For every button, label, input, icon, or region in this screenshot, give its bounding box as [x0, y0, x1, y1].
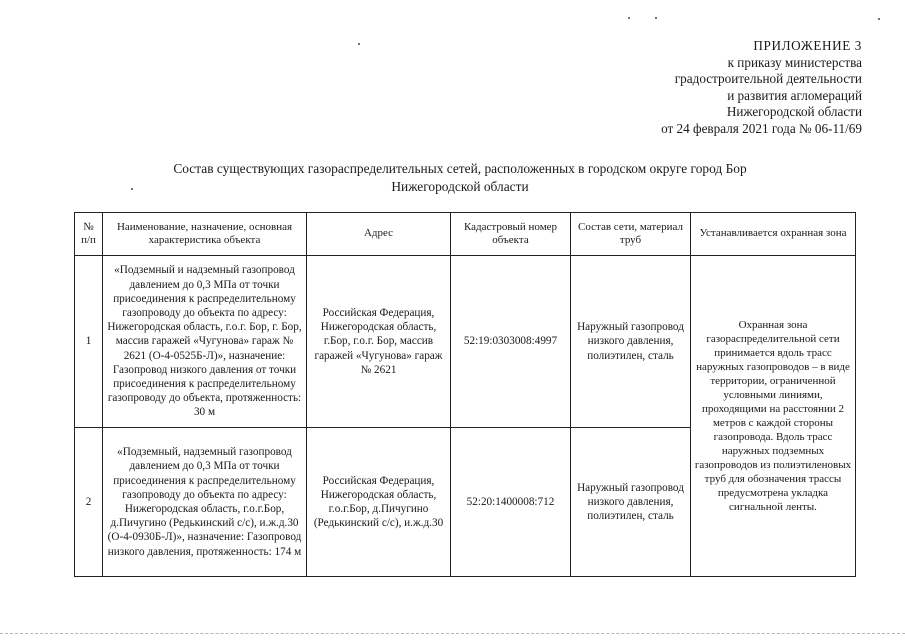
- cell-cadastral: 52:20:1400008:712: [451, 428, 571, 577]
- appendix-line: и развития агломераций: [727, 87, 862, 103]
- document-title-line: Состав существующих газораспределительных сетей, расположенных в городском округе город Бор: [173, 161, 747, 176]
- appendix-line: градостроительной деятельности: [674, 71, 862, 86]
- appendix-line: от 24 февраля 2021 года № 06-11/69: [661, 120, 862, 136]
- scan-speck: [655, 17, 657, 19]
- cell-name: «Подземный, надземный газопровод давлением до 0,3 МПа от точки присоединения к распределительному газопроводу до объекта по адресу: Нижегородская область, г.о.г.Бор, д.Пичугино (Редькинский с/с), и.ж.д.30 (О-4-0930Б-Л)», назначение: Газопровод низкого давления, протяженность: 174 м: [103, 428, 307, 577]
- header-address: Адрес: [307, 213, 451, 256]
- gas-network-table: [74, 212, 856, 577]
- cell-name: «Подземный и надземный газопровод давлением до 0,3 МПа от точки присоединения к распределительному газопроводу до объекта по адресу: Нижегородская область, г.о.г. Бор, г. Бор, массив гаражей «Чугунова» гараж № 2621 (О-4-0525Б-Л)», назначение: Газопровод низкого давления от точки присоединения к распределительному газопроводу до объекта, протяженность: 30 м: [103, 256, 307, 428]
- cell-cadastral: 52:19:0303008:4997: [451, 256, 571, 428]
- appendix-line: Нижегородской области: [726, 104, 862, 119]
- appendix-title: ПРИЛОЖЕНИЕ 3: [753, 38, 862, 53]
- document-title-line: Нижегородской области: [391, 179, 529, 194]
- header-cadastral: Кадастровый номер объекта: [451, 213, 571, 256]
- cell-network: Наружный газопровод низкого давления, полиэтилен, сталь: [571, 256, 691, 428]
- header-network: Состав сети, материал труб: [571, 213, 691, 256]
- cell-address: Российская Федерация, Нижегородская область, г.Бор, г.о.г. Бор, массив гаражей «Чугунова» гараж № 2621: [307, 256, 451, 428]
- appendix-line: к приказу министерства: [727, 54, 862, 70]
- cell-zone: Охранная зона газораспределительной сети принимается вдоль трасс наружных газопроводов – в виде территории, ограниченной условными линиями, проходящими на расстоянии 2 метров с каждой стороны газопровода. Вдоль трасс наружных подземных газопроводов из полиэтиленовых труб для обозначения трассы предусмотрена укладка сигнальной ленты.: [691, 256, 856, 577]
- appendix-block: [661, 38, 862, 137]
- footer-rule: [0, 633, 905, 635]
- header-name: Наименование, назначение, основная характеристика объекта: [103, 213, 307, 256]
- header-zone: Устанавливается охранная зона: [691, 213, 856, 256]
- cell-number: 1: [75, 256, 103, 428]
- scan-speck: [878, 18, 880, 20]
- cell-network: Наружный газопровод низкого давления, полиэтилен, сталь: [571, 428, 691, 577]
- scan-speck: [358, 43, 360, 45]
- scan-speck: [628, 17, 630, 19]
- table-header-row: [75, 213, 856, 256]
- table-row: [75, 256, 856, 428]
- header-number: № п/п: [75, 213, 103, 256]
- document-title: [60, 160, 860, 196]
- cell-number: 2: [75, 428, 103, 577]
- cell-address: Российская Федерация, Нижегородская область, г.о.г.Бор, д.Пичугино (Редькинский с/с), и.ж.д.30: [307, 428, 451, 577]
